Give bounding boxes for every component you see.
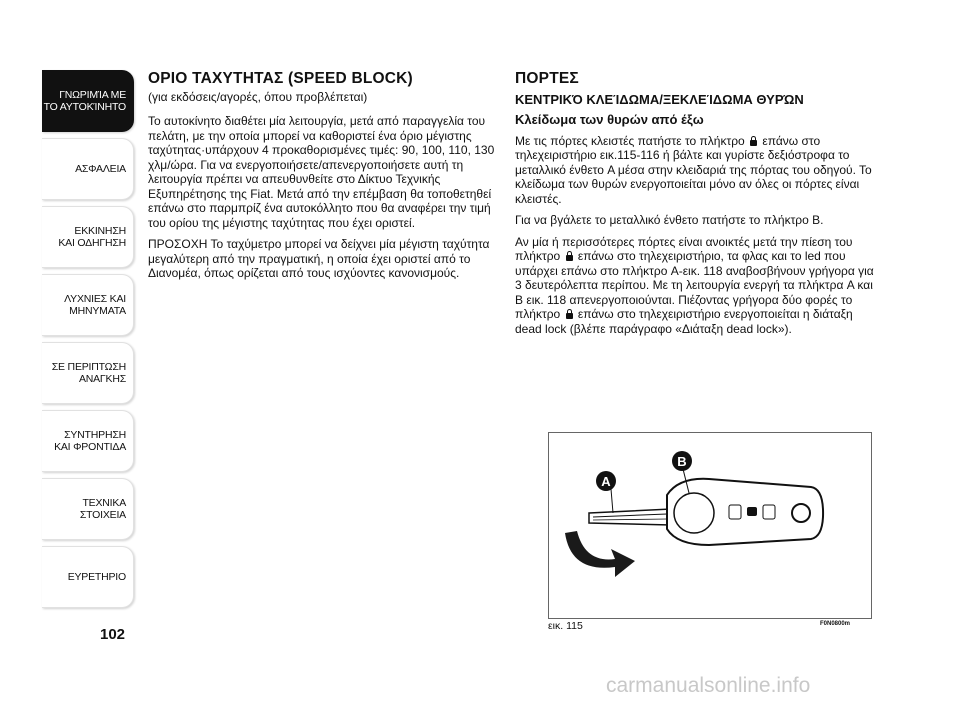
rotate-arrow-icon xyxy=(565,531,635,577)
sidebar-tab-index[interactable] xyxy=(42,546,134,608)
watermark: carmanualsonline.info xyxy=(606,674,811,697)
speed-block-section xyxy=(148,72,496,288)
sidebar-tab-label: ΛΥΧΝΙΕΣ ΚΑΙ ΜΗΝΥΜΑΤΑ xyxy=(64,293,126,317)
sidebar-tab-label: ΣΕ ΠΕΡΙΠΤΩΣΗ ΑΝΑΓΚΗΣ xyxy=(51,361,126,385)
warning-paragraph: ΠΡΟΣΟΧΗ Το ταχύμετρο μπορεί να δείχνει μία μέγιστη ταχύτητα μεγαλύτερη από την πραγματική, η οποία έχει οριστεί από το Διανομέα, όπως ορίζεται από τους ισχύοντες κανονισμούς. xyxy=(148,237,490,280)
remote-key-illustration xyxy=(549,433,871,618)
section-title: ΠΟΡΤΕΣ xyxy=(515,70,579,87)
sidebar-tab-label: ΤΕΧΝΙΚΑ ΣΤΟΙΧΕΙΑ xyxy=(79,497,126,521)
sidebar-tab-label: ΕΥΡΕΤΗΡΙΟ xyxy=(67,571,126,583)
section-title: ΟΡΙΟ ΤΑΧΥΤΗΤΑΣ (SPEED BLOCK) xyxy=(148,70,413,87)
unlock-button-icon xyxy=(729,505,741,519)
paragraph: Το αυτοκίνητο διαθέτει μία λειτουργία, μετά από παραγγελία του πελάτη, με την οποία μπορεί να καθοριστεί ένα όριο μέγιστης ταχύτητας·υπάρχουν 4 προκαθορισμένες τιμές: 90, 100, 110, 130 χλμ/ώρα. Για να ενεργοποιήσετε/απενεργοποιήσετε αυτή τη λειτουργία πρέπει να απευθυνθείτε στο Δίκτυο Τεχνικής Εξυπηρέτησης της Fiat. Μετά από την επέμβαση θα τοποθετηθεί επάνω στο παρμπρίζ ένα αυτοκόλλητο που θα αναφέρει την τιμή του ορίου της μέγιστης ταχύτητας που έχει οριστεί. xyxy=(148,114,495,230)
sidebar-tab-maintenance[interactable] xyxy=(42,410,134,472)
paragraph: Για να βγάλετε το μεταλλικό ένθετο πατήστε το πλήκτρο B. xyxy=(515,213,824,227)
text: Αν μία ή περισσότερες πόρτες είναι ανοικτές μετά την πίεση του πλήκτρο xyxy=(515,234,853,263)
subsection-heading: Κλείδωμα των θυρών από έξω xyxy=(515,112,704,127)
label-a: A xyxy=(601,474,611,489)
paragraph xyxy=(515,134,875,207)
lock-icon xyxy=(566,313,573,319)
figure-caption: εικ. 115 xyxy=(548,620,583,632)
sidebar-tab-label: ΑΣΦΑΛΕΙΑ xyxy=(75,163,126,175)
doors-section xyxy=(515,72,875,343)
sidebar-tab-technical-data[interactable] xyxy=(42,478,134,540)
figure-code: F0N0800m xyxy=(820,621,851,627)
text: Με τις πόρτες κλειστές πατήστε το πλήκτρο xyxy=(515,133,745,148)
chapter-sidebar xyxy=(42,70,134,614)
sidebar-tab-label: ΕΚΚΙΝΗΣΗ ΚΑΙ ΟΔΗΓΗΣΗ xyxy=(58,225,126,249)
text: επάνω στο τηλεχειριστήριο, τα φλας και το led που υπάρχει επάνω στο πλήκτρο A-εικ. 118 αναβοσβήνουν γρήγορα για 3 δευτερόλεπτα περίπου. Με τη λειτουργία ενεργή τα πλήκτρα A και B εικ. 118 απενεργοποιούνται. Πιέζοντας γρήγορα δύο φορές το πλήκτρο xyxy=(515,249,874,321)
text: επάνω στο τηλεχειριστήριο ενεργοποιείται η διάταξη dead lock (βλέπε παράγραφο «Διάταξη dead lock»). xyxy=(515,307,853,336)
lock-icon xyxy=(566,255,573,261)
label-b: B xyxy=(677,454,687,469)
section-subtitle: ΚΕΝΤΡΙΚΌ ΚΛΕΊΔΩΜΑ/ΞΕΚΛΕΊΔΩΜΑ ΘΥΡΏΝ xyxy=(515,91,804,107)
trunk-button-icon xyxy=(747,507,757,516)
key-figure xyxy=(548,432,872,619)
sidebar-tab-emergency[interactable] xyxy=(42,342,134,404)
section-subtitle: (για εκδόσεις/αγορές, όπου προβλέπεται) xyxy=(148,89,368,104)
release-button-b xyxy=(674,493,714,533)
lock-button-icon xyxy=(763,505,775,519)
text: επάνω στο τηλεχειριστήριο εικ.115-116 ή βάλτε και γυρίστε δεξιόστροφα το μεταλλικό ένθετο A μέσα στην κλειδαριά της πόρτας του οδηγού. Το κλείδωμα των θυρών ενεργοποιείται μόνο αν όλες οι πόρτες είναι κλειστές. xyxy=(515,133,872,206)
sidebar-tab-warning-lights[interactable] xyxy=(42,274,134,336)
sidebar-tab-safety[interactable] xyxy=(42,138,134,200)
sidebar-tab-label: ΣΥΝΤΗΡΗΣΗ ΚΑΙ ΦΡΟΝΤΙΔΑ xyxy=(54,429,126,453)
sidebar-tab-starting-driving[interactable] xyxy=(42,206,134,268)
sidebar-tab-label: ΓΝΩΡΙΜΊΑ ΜΕ ΤΟ ΑΥΤΟΚΊΝΗΤΟ xyxy=(43,89,126,113)
page-number: 102 xyxy=(100,626,126,643)
sidebar-tab-getting-to-know[interactable] xyxy=(42,70,134,132)
paragraph xyxy=(515,235,875,337)
lock-icon xyxy=(750,140,757,146)
